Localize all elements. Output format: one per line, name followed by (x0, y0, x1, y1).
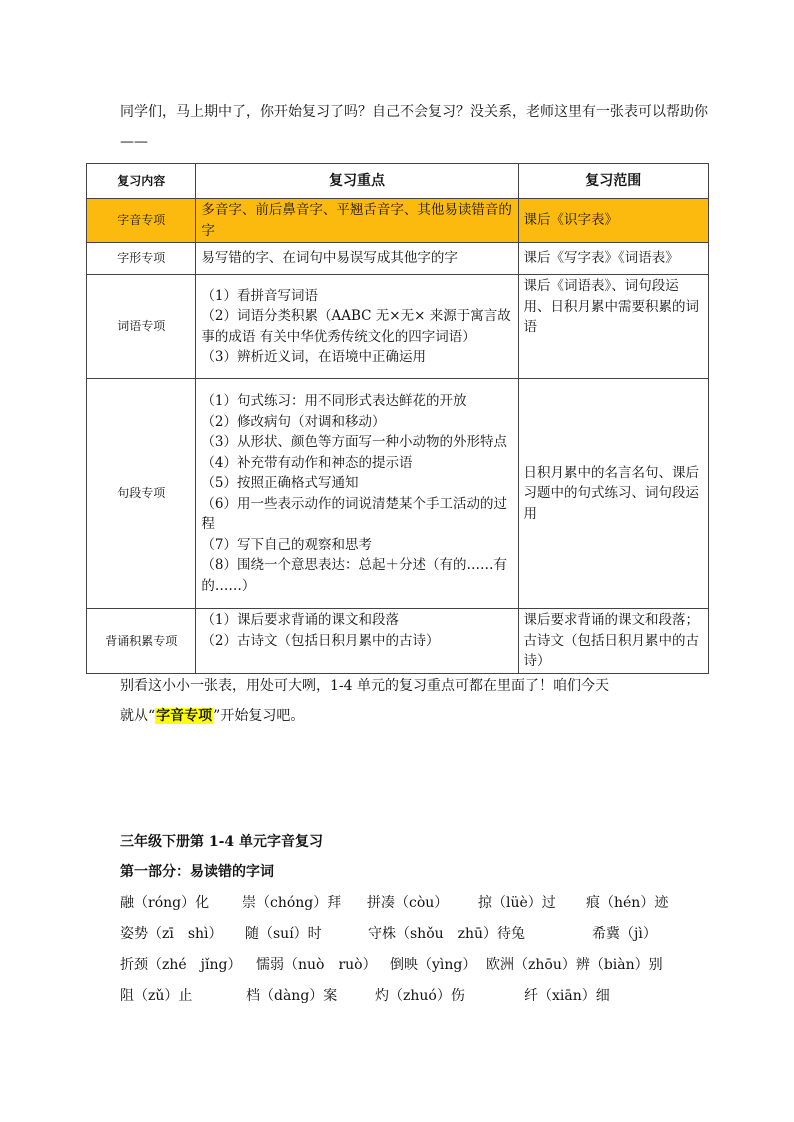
word-item: 掠（lüè）过 (478, 895, 556, 911)
word-row (120, 888, 740, 919)
word-item: 拼凑（còu） (367, 895, 449, 911)
word-item: 守株（shǒu zhū）待兔 (368, 926, 526, 942)
row-focus (196, 609, 518, 674)
word-item: 欧洲（zhōu）辨（biàn）别 (486, 957, 663, 973)
row-focus (196, 275, 518, 379)
focus-item: （3）辨析近义词，在语境中正确运用 (201, 349, 426, 365)
focus-item: （2）修改病句（对调和移动） (201, 413, 386, 430)
table-row (87, 379, 709, 609)
word-item: 融（róng）化 (120, 895, 210, 911)
word-item: 崇（chóng）拜 (242, 895, 342, 911)
table-row (87, 199, 709, 243)
table-header-row (87, 164, 709, 199)
focus-item: （7）写下自己的观察和思考 (201, 536, 372, 553)
row-topic: 字音专项 (87, 199, 196, 243)
word-row (120, 919, 740, 950)
part-title: 第一部分：易读错的字词 (120, 864, 274, 880)
row-scope: 日积月累中的名言名句、课后习题中的句式练习、词句段运用 (518, 379, 708, 609)
word-item: 懦弱（nuò ruò） (256, 957, 377, 973)
row-topic: 句段专项 (87, 379, 196, 609)
word-item: 姿势（zī shì） (120, 926, 223, 942)
word-item: 希冀（jì） (592, 926, 657, 942)
table-row (87, 609, 709, 674)
table-row (87, 243, 709, 275)
focus-item: （6）用一些表示动作的词说清楚某个手工活动的过程 (201, 495, 507, 532)
word-item: 痕（hén）迹 (586, 895, 669, 911)
focus-item: （2）词语分类积累（AABC 无×无× 来源于寓言故事的成语 有关中华优秀传统文化的四字词语） (201, 308, 511, 345)
word-row (120, 981, 740, 1012)
word-row (120, 950, 740, 981)
focus-item: （5）按照正确格式写通知 (201, 475, 359, 491)
row-scope: 课后《识字表》 (518, 199, 708, 243)
word-item: 阻（zǔ）止 (120, 988, 193, 1004)
row-scope: 课后《词语表》、词句段运用、日积月累中需要积累的词语 (518, 275, 708, 379)
header-focus: 复习重点 (196, 164, 518, 199)
row-focus: 多音字、前后鼻音字、平翘舌音字、其他易读错音的字 (196, 199, 518, 243)
focus-item: （1）看拼音写词语 (201, 287, 318, 304)
word-item: 灼（zhuó）伤 (375, 988, 465, 1004)
header-scope: 复习范围 (518, 164, 708, 199)
row-scope: 课后要求背诵的课文和段落；古诗文（包括日积月累中的古诗） (518, 609, 708, 674)
word-list (120, 888, 740, 1012)
focus-item: （2）古诗文（包括日积月累中的古诗） (201, 632, 440, 649)
row-topic: 词语专项 (87, 275, 196, 379)
intro-paragraph: 同学们，马上期中了，你开始复习了吗？自己不会复习？没关系，老师这里有一张表可以帮助你—— (120, 104, 708, 150)
outro-paragraph (120, 671, 720, 731)
word-item: 档（dàng）案 (246, 988, 338, 1004)
row-scope: 课后《写字表》《词语表》 (518, 243, 708, 275)
word-item: 纤（xiān）细 (524, 988, 610, 1004)
focus-item: （4）补充带有动作和神态的提示语 (201, 454, 413, 471)
row-focus: 易写错的字、在词句中易误写成其他字的字 (196, 243, 518, 275)
focus-item: （1）课后要求背诵的课文和段落 (201, 612, 399, 628)
review-table (86, 163, 709, 674)
focus-item: （1）句式练习：用不同形式表达鲜花的开放 (201, 393, 467, 409)
focus-item: （8）围绕一个意思表达：总起＋分述（有的……有的……） (201, 557, 507, 594)
row-topic: 字形专项 (87, 243, 196, 275)
table-row (87, 275, 709, 379)
row-focus (196, 379, 518, 609)
focus-item: （3）从形状、颜色等方面写一种小动物的外形特点 (201, 434, 507, 450)
header-content: 复习内容 (87, 164, 196, 199)
row-topic: 背诵积累专项 (87, 609, 196, 674)
outro-line-2: 就从“字音专项”开始复习吧。 (120, 708, 305, 724)
outro-line-1: 别看这小小一张表，用处可大咧，1-4 单元的复习重点可都在里面了！咱们今天 (120, 678, 609, 694)
word-item: 倒映（yìng） (390, 957, 477, 973)
section-title: 三年级下册第 1-4 单元字音复习 (120, 834, 324, 850)
word-item: 折颈（zhé jǐng） (120, 957, 242, 973)
highlight-text: 字音专项 (156, 708, 213, 724)
word-item: 随（suí）时 (245, 926, 322, 942)
